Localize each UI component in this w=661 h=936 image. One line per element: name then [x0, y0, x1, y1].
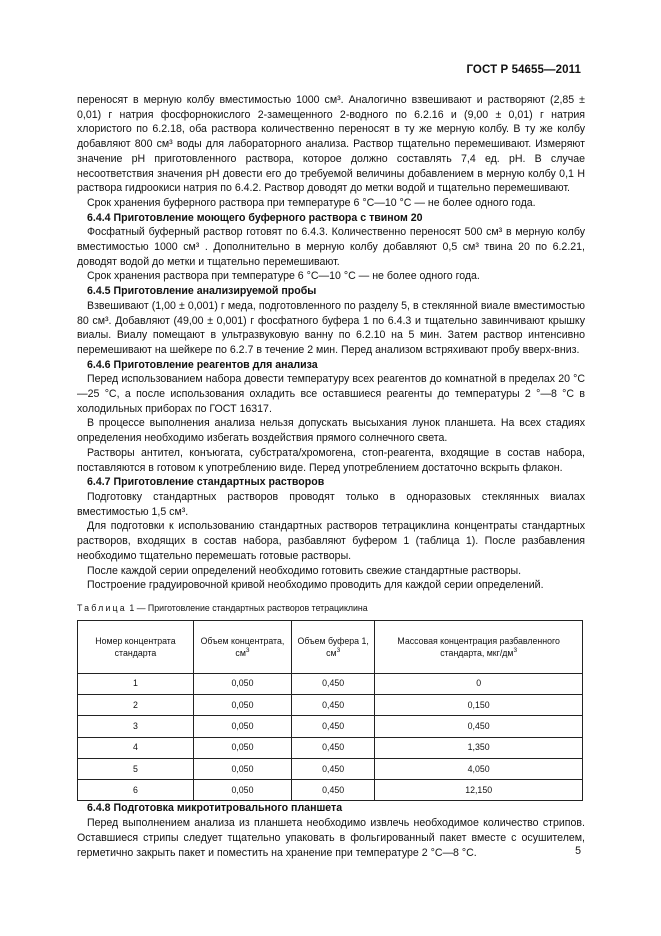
- page-number: 5: [575, 845, 581, 857]
- table-cell: 12,150: [375, 780, 583, 801]
- paragraph: В процессе выполнения анализа нельзя допускать высыхания лунок планшета. На всех стадиях определения необходимо избегать воздействия прямого солнечного света.: [77, 417, 585, 445]
- table-cell: 1: [78, 673, 194, 694]
- table-cell: 0,050: [193, 758, 291, 779]
- table-cell: 0,050: [193, 737, 291, 758]
- table-cell: 0,450: [292, 694, 375, 715]
- table-cell: 0,050: [193, 716, 291, 737]
- column-header: Объем буфера 1, $см^3$: [292, 620, 375, 673]
- table-caption: [77, 601, 585, 616]
- paragraph: Для подготовки к использованию стандартных растворов тетрациклина концентраты стандартных растворов, входящих в состав набора, разбавляют буфером 1 (таблица 1). После разбавления необходимо тщательно перемешать готовые растворы.: [77, 520, 585, 562]
- table-cell: 3: [78, 716, 194, 737]
- paragraph: Растворы антител, конъюгата, субстрата/хромогена, стоп-реагента, входящие в состав набора, поставляются в готовом к употреблению виде. Перед употреблением достаточно вскрыть флакон.: [77, 446, 585, 474]
- paragraph: Перед выполнением анализа из планшета необходимо извлечь необходимое количество стрипов. Оставшиеся стрипы следует тщательно упаковать в фольгированный пакет вместе с осушителем, герметично закрыть пакет и поместить на хранение при температуре 2 °С—8 °С.: [77, 817, 585, 859]
- standards-table: [77, 620, 583, 802]
- table-cell: 2: [78, 694, 194, 715]
- paragraph: Перед использованием набора довести температуру всех реагентов до комнатной в пределах 20 °С—25 °С, а после использования охладить все оставшиеся реагенты до температуры 2 °—8 °С в холодильных приборах по ГОСТ 16317.: [77, 373, 585, 415]
- table-cell: 0: [375, 673, 583, 694]
- table-header-row: [78, 620, 583, 673]
- table-cell: 1,350: [375, 737, 583, 758]
- table-cell: 5: [78, 758, 194, 779]
- table-caption-text: 1 — Приготовление стандартных растворов тетрациклина: [129, 602, 368, 613]
- section-heading: 6.4.6 Приготовление реагентов для анализа: [87, 358, 318, 371]
- section-heading: 6.4.7 Приготовление стандартных растворов: [87, 476, 325, 489]
- table-row: [78, 716, 583, 737]
- table-cell: 0,450: [292, 758, 375, 779]
- table-cell: 4,050: [375, 758, 583, 779]
- paragraph: Срок хранения буферного раствора при температуре 6 °С—10 °С — не более одного года.: [87, 196, 536, 209]
- table-row: [78, 780, 583, 801]
- section-heading: 6.4.8 Подготовка микротитровального планшета: [87, 802, 343, 815]
- table-cell: 0,450: [375, 716, 583, 737]
- table-row: [78, 673, 583, 694]
- table-cell: 4: [78, 737, 194, 758]
- section-heading: 6.4.4 Приготовление моющего буферного раствора с твином 20: [87, 211, 423, 224]
- table-cell: 0,050: [193, 694, 291, 715]
- table-cell: 0,450: [292, 673, 375, 694]
- table-cell: 0,450: [292, 716, 375, 737]
- column-header: Массовая концентрация разбавленного стандарта, мкг/$дм^3$: [375, 620, 583, 673]
- paragraph: После каждой серии определений необходимо готовить свежие стандартные растворы.: [87, 564, 522, 577]
- paragraph: переносят в мерную колбу вместимостью 1000 см³. Аналогично взвешивают и растворяют (2,85 ± 0,01) г натрия фосфорнокислого 2-замещенного 2-водного по 6.2.16 и (9,00 ± 0,01) г натрия хлористого по 6.2.18, оба раствора количественно переносят в ту же мерную колбу. В ту же колбу добавляют 800 см³ воды для лабораторного анализа. Раствор тщательно перемешивают. Измеряют значение pH приготовленного раствора, которое должно составлять 7,4 ед. pH. В случае несоответствия значения pH довести его до требуемой величины добавлением в мерную колбу 0,1 Н раствора гидроокиси натрия по 6.4.2. Раствор доводят до метки водой и тщательно перемешивают.: [77, 94, 585, 195]
- table-row: [78, 694, 583, 715]
- paragraph: Взвешивают (1,00 ± 0,001) г меда, подготовленного по разделу 5, в стеклянной виале вместимостью 80 см³. Добавляют (49,00 ± 0,001) г фосфатного буфера 1 по 6.4.3 и тщательно завинчивают крышку виалы. Виалу помещают в ультразвуковую ванну по 6.2.10 на 5 мин. Затем раствор интенсивно перемешивают на шейкере по 6.2.7 в течение 2 мин. Перед анализом встряхивают пробу вверх-вниз.: [77, 299, 585, 356]
- table-row: [78, 758, 583, 779]
- table-cell: 0,450: [292, 737, 375, 758]
- section-heading: 6.4.5 Приготовление анализируемой пробы: [87, 285, 317, 298]
- table-cell: 0,150: [375, 694, 583, 715]
- paragraph: Подготовку стандартных растворов проводят только в одноразовых стеклянных виалах вместимостью 1,5 см³.: [77, 490, 585, 518]
- table-cell: 0,050: [193, 780, 291, 801]
- document-header: ГОСТ Р 54655—2011: [466, 64, 581, 76]
- table-row: [78, 737, 583, 758]
- document-body: [77, 93, 585, 860]
- paragraph: Построение градуировочной кривой необходимо проводить для каждой серии определений.: [87, 579, 544, 592]
- column-header: Номер концентрата стандарта: [78, 620, 194, 673]
- table-cell: 0,450: [292, 780, 375, 801]
- paragraph: Фосфатный буферный раствор готовят по 6.4.3. Количественно переносят 500 см³ в мерную колбу вместимостью 1000 см³ . Дополнительно в мерную колбу добавляют 0,5 см³ твина 20 по 6.2.21, доводят водой до метки и тщательно перемешивают.: [77, 226, 585, 268]
- column-header: Объем концентрата, $см^3$: [193, 620, 291, 673]
- table-cell: 0,050: [193, 673, 291, 694]
- paragraph: Срок хранения раствора при температуре 6 °С—10 °С — не более одного года.: [87, 270, 480, 283]
- table-caption-word: Таблица: [77, 602, 127, 613]
- table-cell: 6: [78, 780, 194, 801]
